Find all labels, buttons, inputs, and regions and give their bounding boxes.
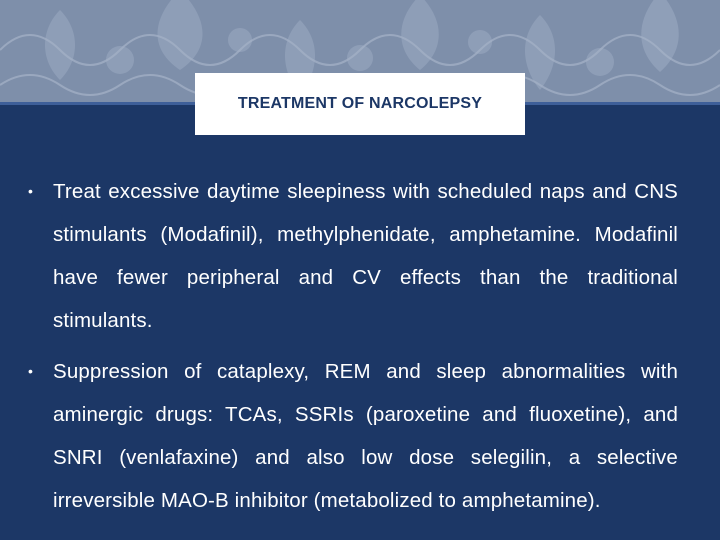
slide-title: TREATMENT OF NARCOLEPSY <box>237 95 483 112</box>
bullet-marker: • <box>28 183 33 199</box>
title-box <box>195 73 525 135</box>
bullet-marker: • <box>28 363 33 379</box>
bullet-list <box>28 170 678 530</box>
bullet-text: Treat excessive daytime sleepiness with scheduled naps and CNS stimulants (Modafinil), methylphenidate, amphetamine. Modafinil have fewer peripheral and CV effects than the traditional stimulants. <box>53 180 678 332</box>
bullet-item <box>28 350 678 522</box>
bullet-item <box>28 170 678 342</box>
bullet-text: Suppression of cataplexy, REM and sleep abnormalities with aminergic drugs: TCAs, SSRIs (paroxetine and fluoxetine), and SNRI (venlafaxine) and also low dose selegilin, a selective irreversible MAO-B inhibitor (metabolized to amphetamine). <box>53 360 678 512</box>
